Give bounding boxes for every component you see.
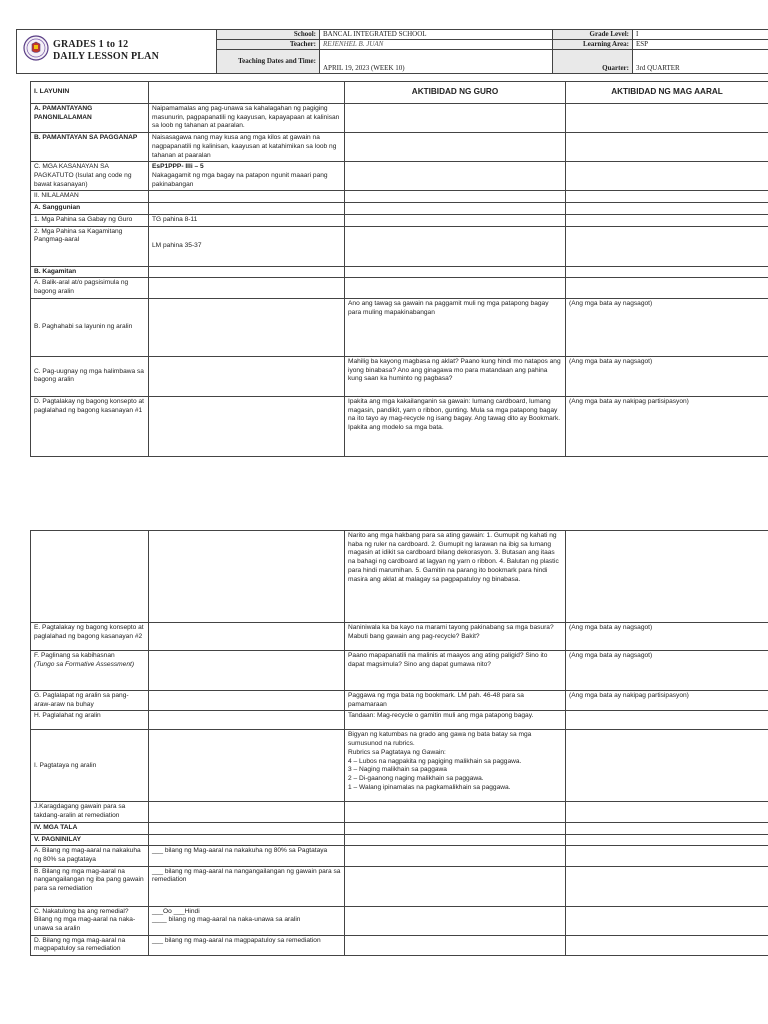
empty-cell bbox=[566, 834, 768, 846]
bilang-a-content: ___ bilang ng Mag-aaral na nakakuha ng 80% sa Pagtataya bbox=[149, 846, 345, 866]
empty-cell bbox=[149, 531, 345, 623]
pag-uugnay-label: C. Pag-uugnay ng mga halimbawa sa bagong aralin bbox=[31, 356, 149, 396]
naka-unawa-line: ____ bilang ng mag-aaral na naka-unawa sa aralin bbox=[152, 916, 301, 924]
empty-cell bbox=[566, 214, 768, 226]
empty-cell bbox=[566, 203, 768, 215]
grade-level-value: I bbox=[633, 30, 768, 40]
empty-cell bbox=[345, 203, 566, 215]
empty-cell bbox=[149, 711, 345, 730]
pag-uugnay-mag-aaral: (Ang mga bata ay nagsagot) bbox=[566, 356, 768, 396]
empty-cell bbox=[566, 162, 768, 191]
pagninilay-label: V. PAGNINILAY bbox=[31, 834, 149, 846]
header-table bbox=[16, 29, 768, 74]
oo-hindi-line: ___Oo ___Hindi bbox=[152, 907, 200, 915]
empty-cell bbox=[345, 162, 566, 191]
pamantayan-sa-pagganap-label: B. PAMANTAYAN SA PAGGANAP bbox=[31, 133, 149, 162]
konsepto2-label: E. Pagtalakay ng bagong konsepto at paglalahad ng bagong kasanayan #2 bbox=[31, 623, 149, 651]
bilang-d-content: ___ bilang ng mag-aaral na magpapatuloy sa remediation bbox=[149, 935, 345, 955]
header-logo-cell bbox=[17, 30, 217, 74]
empty-cell bbox=[566, 266, 768, 278]
kasanayan-text: Nakagagamit ng mga bagay na patapon ngunit maaari pang pakinabangan bbox=[152, 171, 328, 188]
paglalahat-guro: Tandaan: Mag-recycle o gamitin muli ang mga patapong bagay. bbox=[345, 711, 566, 730]
teacher-value: REJENHEL B. JUAN bbox=[320, 40, 553, 50]
kagamitan-label: B. Kagamitan bbox=[31, 266, 149, 278]
bilang-d-label: D. Bilang ng mga mag-aaral na magpapatuloy sa remediation bbox=[31, 935, 149, 955]
pamantayan-sa-pagganap-content: Naisasagawa nang may kusa ang mga kilos at gawain na nagpapanatili ng kalinisan, kaayusan at katahimikan sa loob ng tahanan at paaralan bbox=[149, 133, 345, 162]
pagtataya-guro bbox=[345, 730, 566, 802]
empty-cell bbox=[566, 191, 768, 203]
school-label: School: bbox=[217, 30, 320, 40]
empty-cell bbox=[566, 226, 768, 266]
title-line-1: GRADES 1 to 12 bbox=[53, 39, 129, 50]
paglalapat-label: G. Paglalapat ng aralin sa pang-araw-araw na buhay bbox=[31, 691, 149, 711]
learning-area-value: ESP bbox=[633, 40, 768, 50]
empty-cell bbox=[566, 866, 768, 906]
layunin-header: I. LAYUNIN bbox=[31, 82, 149, 104]
bilang-b-content: ___ bilang ng mag-aaral na nangangailangan ng gawain para sa remediation bbox=[149, 866, 345, 906]
kasanayan-label: C. MGA KASANAYAN SA PAGKATUTO (Isulat ang code ng bawat kasanayan) bbox=[31, 162, 149, 191]
kabihasnan-mag-aaral: (Ang mga bata ay nagsagot) bbox=[566, 651, 768, 691]
rubric-line: 2 – Di-gaanong naging malikhain sa paggawa. bbox=[348, 774, 484, 782]
empty-cell bbox=[345, 822, 566, 834]
empty-cell bbox=[566, 730, 768, 802]
pamantayang-pangnilalaman-content: Naipamamalas ang pag-unawa sa kahalagahan ng pagiging masunurin, pagpapanatili ng kaayusan, kapayapaan at kalinisan sa loob ng tahanan at paaralan. bbox=[149, 104, 345, 133]
paglalapat-mag-aaral: (Ang mga bata ay nakipag partisipasyon) bbox=[566, 691, 768, 711]
empty-cell bbox=[149, 191, 345, 203]
empty-cell bbox=[345, 214, 566, 226]
konsepto1-mag-aaral: (Ang mga bata ay nakipag partisipasyon) bbox=[566, 396, 768, 456]
teacher-label: Teacher: bbox=[217, 40, 320, 50]
empty-cell bbox=[566, 906, 768, 935]
paghahabi-guro: Ano ang tawag sa gawain na paggamit muli ng mga patapong bagay para muling mapakinabangan bbox=[345, 298, 566, 356]
empty-cell bbox=[345, 104, 566, 133]
empty-cell bbox=[149, 298, 345, 356]
bilang-c-content bbox=[149, 906, 345, 935]
empty-cell bbox=[345, 906, 566, 935]
kabihasnan-label-italic: (Tungo sa Formative Assessment) bbox=[34, 660, 135, 668]
empty-cell bbox=[149, 730, 345, 802]
empty-cell bbox=[345, 866, 566, 906]
aktibidad-mag-aaral-header: AKTIBIDAD NG MAG AARAL bbox=[566, 82, 768, 104]
empty-cell bbox=[566, 278, 768, 298]
deped-seal-icon bbox=[23, 35, 49, 61]
paghahabi-mag-aaral: (Ang mga bata ay nagsagot) bbox=[566, 298, 768, 356]
empty-cell bbox=[566, 531, 768, 623]
empty-cell bbox=[31, 531, 149, 623]
empty-cell bbox=[149, 203, 345, 215]
dates-label: Teaching Dates and Time: bbox=[217, 50, 320, 74]
school-value: BANCAL INTEGRATED SCHOOL bbox=[320, 30, 553, 40]
empty-cell bbox=[149, 396, 345, 456]
lesson-plan-table-2 bbox=[30, 530, 768, 956]
hakbang-content: Narito ang mga hakbang para sa ating gawain: 1. Gumupit ng kahati ng haba ng ruler na cardboard. 2. Gumupit ng larawan na ibig sa lumang magasin at idikit sa cardboard bilang dekorasyon. 3. Butasan ang itaas na bahagi ng cardboard at lagyan ng yarn o ribbon. 4. Balutan ng plastic para hindi marumihan. 5. Gamitin na parang ito bookmark para hindi masira ang aklat at malagay sa pagpapatuloy ng binabasa. bbox=[345, 531, 566, 623]
paghahabi-label: B. Paghahabi sa layunin ng aralin bbox=[31, 298, 149, 356]
empty-cell bbox=[566, 802, 768, 822]
empty-cell bbox=[345, 935, 566, 955]
grade-level-label: Grade Level: bbox=[553, 30, 633, 40]
aktibidad-guro-header: AKTIBIDAD NG GURO bbox=[345, 82, 566, 104]
empty-cell bbox=[566, 133, 768, 162]
empty-cell bbox=[345, 846, 566, 866]
empty-cell bbox=[149, 278, 345, 298]
empty-cell bbox=[566, 104, 768, 133]
gabay-label: 1. Mga Pahina sa Gabay ng Guro bbox=[31, 214, 149, 226]
mga-tala-label: IV. MGA TALA bbox=[31, 822, 149, 834]
empty-cell bbox=[149, 822, 345, 834]
pamantayang-pangnilalaman-label: A. PAMANTAYANG PANGNILALAMAN bbox=[31, 104, 149, 133]
lesson-plan-table-1 bbox=[30, 81, 768, 457]
paglalapat-guro: Paggawa ng mga bata ng bookmark. LM pah. 46-48 para sa pamamaraan bbox=[345, 691, 566, 711]
konsepto2-guro: Naniniwala ka ba kayo na marami tayong pakinabang sa mga basura? Mabuti bang gawain ang pag-recycle? Bakit? bbox=[345, 623, 566, 651]
kabihasnan-label bbox=[31, 651, 149, 691]
empty-cell bbox=[149, 691, 345, 711]
empty-cell bbox=[149, 623, 345, 651]
empty-cell bbox=[566, 711, 768, 730]
empty-cell bbox=[345, 802, 566, 822]
empty-cell bbox=[149, 802, 345, 822]
empty-cell bbox=[566, 822, 768, 834]
title-line-2: DAILY LESSON PLAN bbox=[53, 50, 160, 62]
paglalahat-label: H. Paglalahat ng aralin bbox=[31, 711, 149, 730]
dates-value: APRIL 19, 2023 (WEEK 10) bbox=[320, 50, 553, 74]
quarter-label: Quarter: bbox=[553, 50, 633, 74]
header-title bbox=[53, 39, 159, 62]
empty-cell bbox=[566, 935, 768, 955]
empty-cell bbox=[345, 226, 566, 266]
rubric-line: 4 – Lubos na nagpakita ng pagiging malikhain sa paggawa. bbox=[348, 757, 522, 765]
rubric-line: 1 – Walang ipinamalas na pagkamalikhain sa paggawa. bbox=[348, 783, 511, 791]
bilang-b-label: B. Bilang ng mga mag-aaral na nangangailangan ng iba pang gawain para sa remediation bbox=[31, 866, 149, 906]
pag-uugnay-guro: Mahilig ba kayong magbasa ng aklat? Paano kung hindi mo natapos ang iyong binabasa? Ano ang ginagawa mo para matandaan ang pahina kung saan ka huminto ng pagbasa? bbox=[345, 356, 566, 396]
empty-cell bbox=[149, 82, 345, 104]
konsepto2-mag-aaral: (Ang mga bata ay nagsagot) bbox=[566, 623, 768, 651]
empty-cell bbox=[345, 191, 566, 203]
empty-cell bbox=[149, 834, 345, 846]
kagamitang-label: 2. Mga Pahina sa Kagamitang Pangmag-aaral bbox=[31, 226, 149, 266]
kabihasnan-label-text: F. Paglinang sa kabihasnan bbox=[34, 652, 115, 659]
nilalaman-label: II. NILALAMAN bbox=[31, 191, 149, 203]
empty-cell bbox=[149, 356, 345, 396]
balik-aral-label: A. Balik-aral at/o pagsisimula ng bagong aralin bbox=[31, 278, 149, 298]
konsepto1-label: D. Pagtalakay ng bagong konsepto at paglalahad ng bagong kasanayan #1 bbox=[31, 396, 149, 456]
kabihasnan-guro: Paano mapapanatili na malinis at maayos ang ating paligid? Sino ito dapat magsimula? Sino ang dapat gumawa nito? bbox=[345, 651, 566, 691]
kasanayan-code: EsP1PPP- IIIi – 5 bbox=[152, 163, 204, 171]
rubric-line: 3 – Naging malikhain sa paggawa bbox=[348, 766, 447, 774]
karagdagang-label: J.Karagdagang gawain para sa takdang-aralin at remediation bbox=[31, 802, 149, 822]
bilang-a-label: A. Bilang ng mag-aaral na nakakuha ng 80% sa pagtataya bbox=[31, 846, 149, 866]
empty-cell bbox=[345, 834, 566, 846]
pagtataya-label: I. Pagtataya ng aralin bbox=[31, 730, 149, 802]
empty-cell bbox=[149, 266, 345, 278]
rubric-line: Rubrics sa Pagtataya ng Gawain: bbox=[348, 748, 446, 756]
empty-cell bbox=[345, 133, 566, 162]
quarter-value: 3rd QUARTER bbox=[633, 50, 768, 74]
empty-cell bbox=[345, 266, 566, 278]
kagamitang-content: LM pahina 35-37 bbox=[149, 226, 345, 266]
empty-cell bbox=[149, 651, 345, 691]
konsepto1-guro: Ipakita ang mga kakailanganin sa gawain: lumang cardboard, lumang magasin, pandikit, yarn o ribbon, gunting. Mula sa mga patapong bagay na ito tayo ay mag-recycle ng isang bagay. Ang tawag dito ay Bookmark. Ipakita ang modelo sa mga bata. bbox=[345, 396, 566, 456]
rubric-line: Bigyan ng katumbas na grado ang gawa ng bata batay sa mga sumusunod na rubrics. bbox=[348, 731, 532, 748]
sanggunian-label: A. Sanggunian bbox=[31, 203, 149, 215]
kasanayan-content bbox=[149, 162, 345, 191]
gabay-content: TG pahina 8-11 bbox=[149, 214, 345, 226]
empty-cell bbox=[566, 846, 768, 866]
learning-area-label: Learning Area: bbox=[553, 40, 633, 50]
empty-cell bbox=[345, 278, 566, 298]
bilang-c-label: C. Nakatulong ba ang remedial? Bilang ng mga mag-aaral na naka-unawa sa aralin bbox=[31, 906, 149, 935]
